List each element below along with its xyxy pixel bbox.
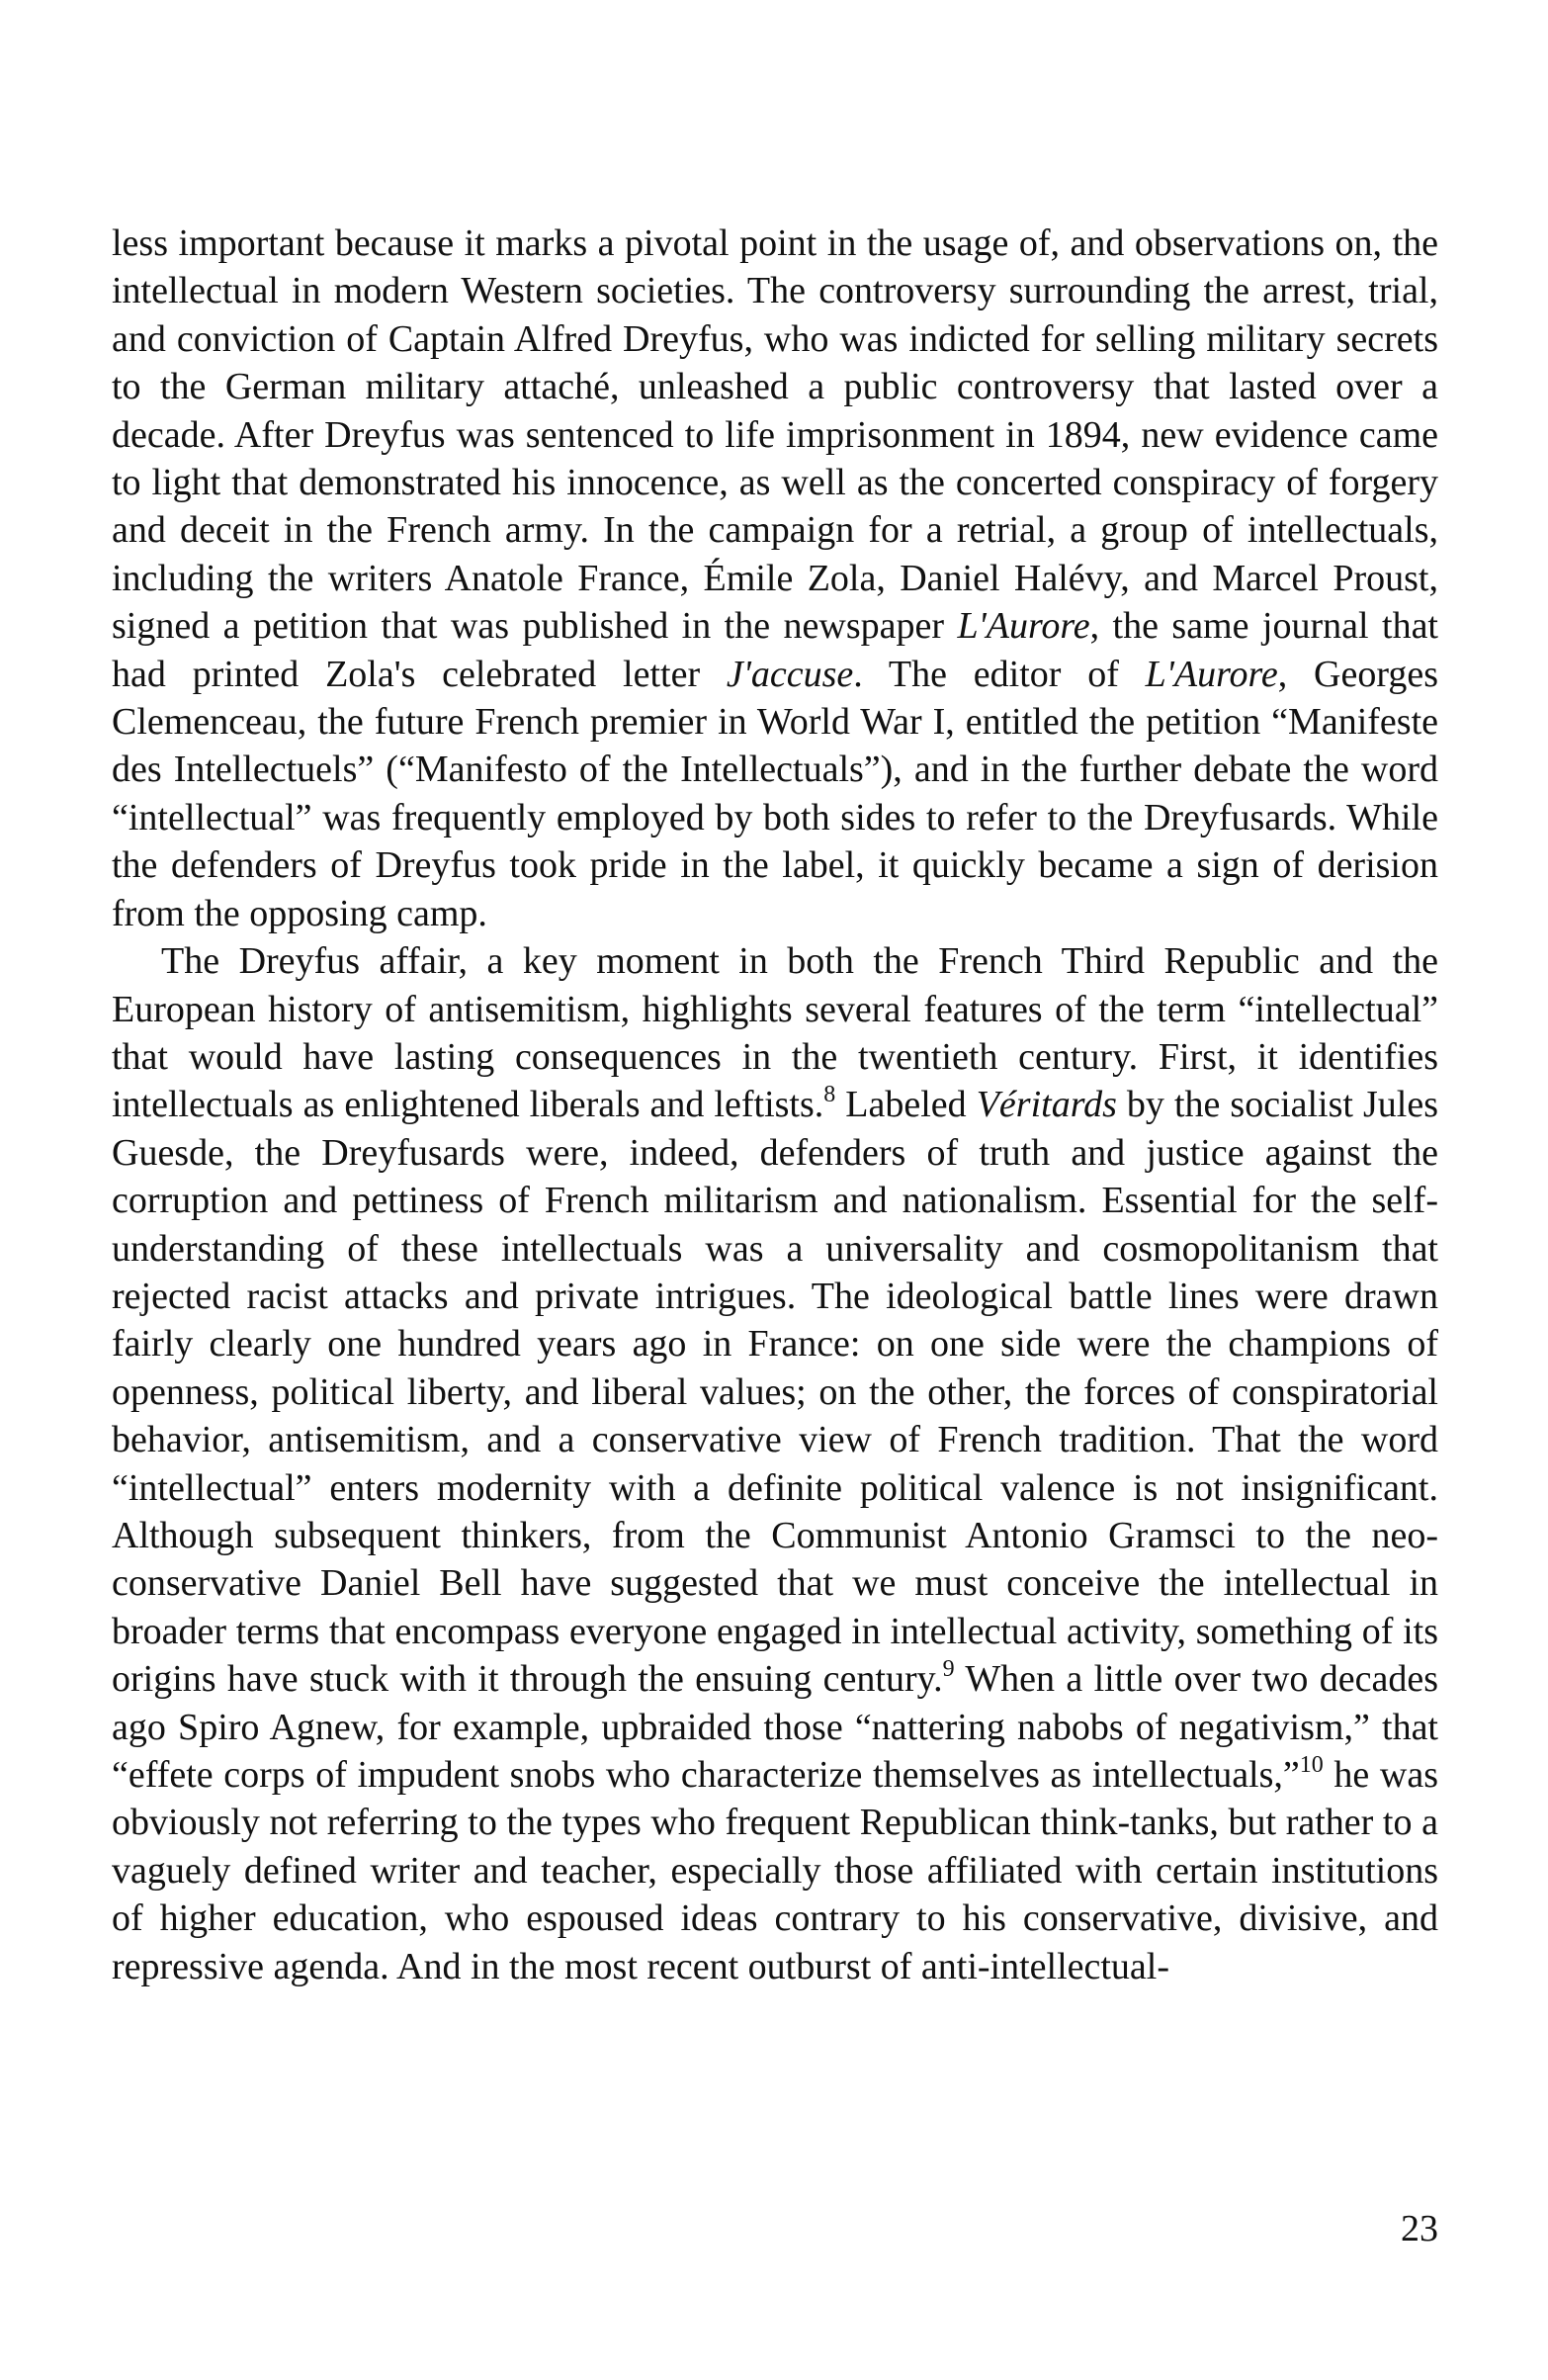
body-text: by the socialist Jules Guesde, the Dreyfusards were, indeed, defenders of truth and justice against the corruption and pettiness of French militarism and nationalism. Essential for the self-understanding of these intellectuals was a universality and cosmopolitanism that rejected racist attacks and private intrigues. The ideological battle lines were drawn fairly clearly one hundred years ago in France: on one side were the champions of openness, political liberty, and liberal values; on the other, the forces of conspiratorial behavior, antisemitism, and a conservative view of French tradition. That the word “intellectual” enters modernity with a definite political valence is not insignificant. Although subsequent thinkers, from the Communist Antonio Gramsci to the neo-conservative Daniel Bell have suggested that we must conceive the intellectual in broader terms that encompass everyone engaged in intellectual activity, something of its origins have stuck with it through the ensuing century. <box>112 1084 1438 1701</box>
body-text: less important because it marks a pivotal point in the usage of, and observations on, the intellectual in modern Western societies. The controversy surrounding the arrest, trial, and conviction of Captain Alfred Dreyfus, who was indicted for selling military secrets to the German military attaché, unleashed a public controversy that lasted over a decade. After Dreyfus was sentenced to life imprisonment in 1894, new evidence came to light that demonstrated his innocence, as well as the concerted conspiracy of forgery and deceit in the French army. In the campaign for a retrial, a group of intellectuals, including the writers Anatole France, Émile Zola, Daniel Halévy, and Marcel Proust, signed a petition that was published in the newspaper <box>112 222 1438 648</box>
italic-text: Véritards <box>976 1084 1117 1126</box>
body-text: Labeled <box>835 1084 977 1126</box>
body-text: . The editor of <box>853 653 1146 695</box>
body-text: he was obviously not referring to the types who frequent Republican think-tanks, but rather to a vaguely defined writer and teacher, especially those affiliated with certain institutions of higher education, who espoused ideas contrary to his conservative, divisive, and repressive agenda. And in the most recent outburst of anti-intellectual- <box>112 1754 1438 1987</box>
body-text: , the same journal that had printed Zola's celebrated letter <box>112 605 1438 695</box>
paragraph-dreyfus-affair <box>112 937 1438 1990</box>
footnote-ref: 9 <box>942 1656 955 1683</box>
body-text: When a little over two decades ago Spiro Agnew, for example, upbraided those “nattering nabobs of negativism,” that “effete corps of impudent snobs who characterize themselves as intellectuals,” <box>112 1658 1439 1796</box>
page-body <box>112 220 1438 1990</box>
body-text: , Georges Clemenceau, the future French premier in World War I, entitled the petition “Manifeste des Intellectuels” (“Manifesto of the Intellectuals”), and in the further debate the word “intellectual” was frequently employed by both sides to refer to the Dreyfusards. While the defenders of Dreyfus took pride in the label, it quickly became a sign of derision from the opposing camp. <box>112 653 1438 934</box>
body-text: The Dreyfus affair, a key moment in both the French Third Republic and the European history of antisemitism, highlights several features of the term “intellectual” that would have lasting consequences in the twentieth century. First, it identifies intellectuals as enlightened liberals and leftists. <box>112 940 1438 1126</box>
italic-text: J'accuse <box>726 653 854 695</box>
footnote-ref: 8 <box>823 1082 836 1108</box>
footnote-ref: 10 <box>1299 1752 1324 1778</box>
page-number: 23 <box>1401 2208 1438 2249</box>
italic-text: L'Aurore <box>1145 653 1278 695</box>
italic-text: L'Aurore <box>957 605 1090 648</box>
paragraph-continued <box>112 220 1438 937</box>
